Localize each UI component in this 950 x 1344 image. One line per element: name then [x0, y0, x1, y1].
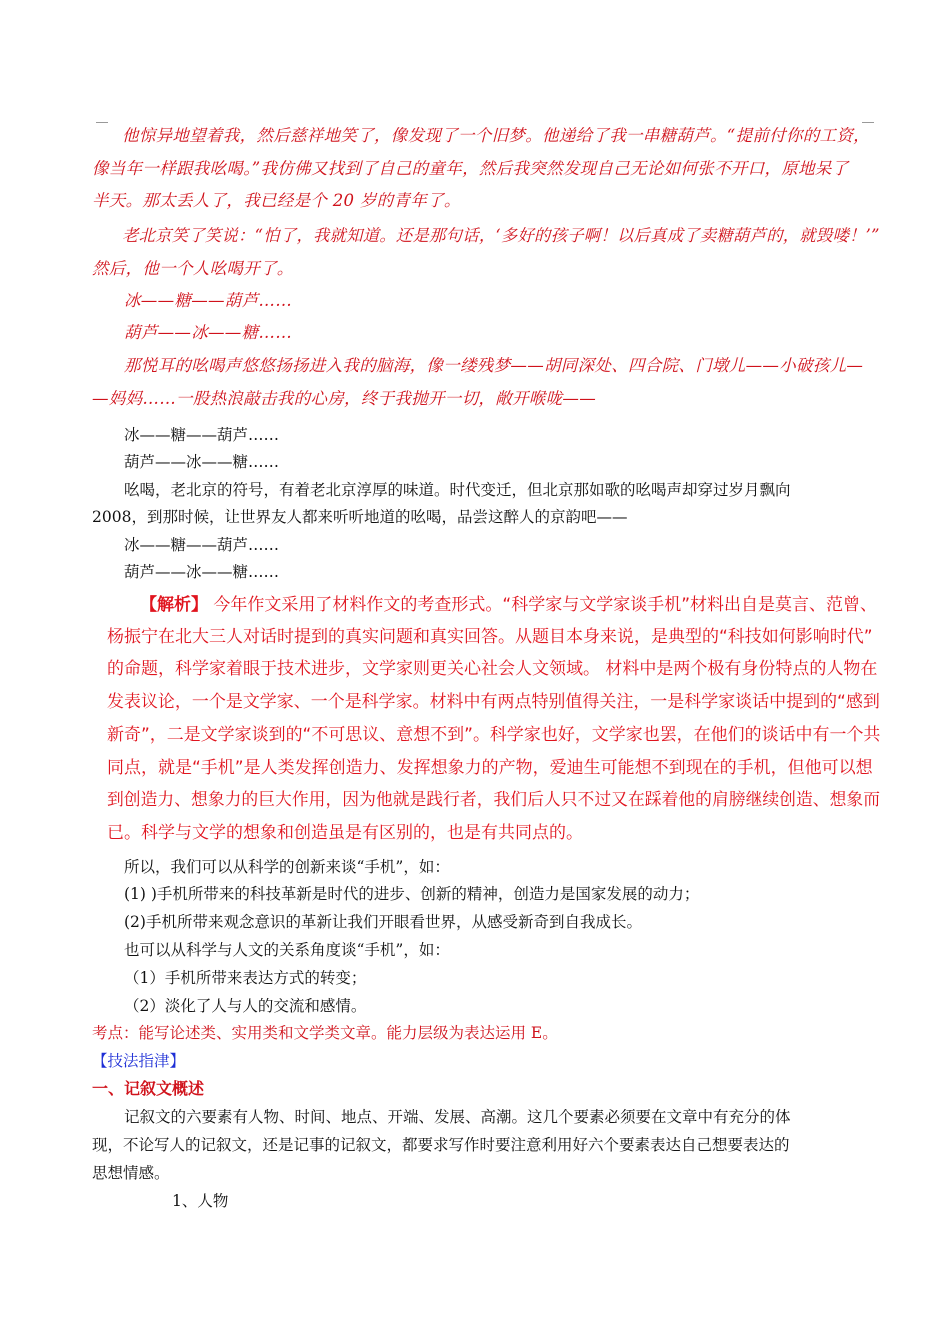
analysis-line: 已。科学与文学的想象和创造虽是有区别的，也是有共同点的。: [107, 823, 583, 843]
analysis-line: 杨振宁在北大三人对话时提到的真实问题和真实回答。从题目本身来说，是典型的“科技如何影响时代”: [107, 627, 873, 647]
analysis-line: 的命题，科学家着眼于技术进步，文学家则更关心社会人文领域。 材料中是两个极有身份特点的人物在: [107, 659, 878, 679]
analysis-line: 新奇”，二是文学家谈到的“不可思议、意想不到”。科学家也好，文学家也罢，在他们的谈话中有一个共: [107, 725, 881, 745]
analysis-point: 所以，我们可以从科学的创新来谈“手机”，如：: [124, 858, 450, 876]
analysis-point: 也可以从科学与人文的关系角度谈“手机”，如：: [124, 941, 450, 959]
essay-handwritten-line: 然后，他一个人吆喝开了。: [92, 259, 294, 278]
essay-printed-line: 吆喝，老北京的符号，有着老北京淳厚的味道。时代变迁，但北京那如歌的吆喝声却穿过岁月飘向: [124, 481, 791, 499]
body-line: 现，不论写人的记叙文，还是记事的记叙文，都要求写作时要注意利用好六个要素表达自己想要表达的: [92, 1136, 790, 1154]
essay-printed-line: 冰——糖——葫芦……: [124, 536, 280, 554]
analysis-point: (1) )手机所带来的科技革新是时代的进步、创新的精神，创造力是国家发展的动力；: [124, 885, 700, 903]
essay-handwritten-line: 冰——糖——葫芦……: [124, 291, 292, 310]
analysis-line: 同点，就是“手机”是人类发挥创造力、发挥想象力的产物，爱迪生可能想不到现在的手机，但他可以想: [107, 758, 873, 778]
jifa-heading: 【技法指津】: [92, 1052, 186, 1070]
kaodian-text: 考点：能写论述类、实用类和文学类文章。能力层级为表达运用 E。: [92, 1024, 558, 1042]
essay-handwritten-line: 葫芦——冰——糖……: [124, 323, 292, 342]
analysis-label: 【解析】: [140, 595, 208, 615]
analysis-point: （1）手机所带来表达方式的转变；: [124, 969, 367, 987]
analysis-first-text: 今年作文采用了材料作文的考查形式。“科学家与文学家谈手机”材料出自是莫言、范曾、: [208, 595, 878, 615]
essay-handwritten-line: 那悦耳的吆喝声悠悠扬扬进入我的脑海，像一缕残梦——胡同深处、四合院、门墩儿——小破孩儿—: [124, 356, 864, 375]
essay-printed-line: 冰——糖——葫芦……: [124, 426, 280, 444]
crop-mark-top-left: [96, 122, 108, 135]
body-line: 记叙文的六要素有人物、时间、地点、开端、发展、高潮。这几个要素必须要在文章中有充分的体: [124, 1108, 791, 1126]
analysis-line: 到创造力、想象力的巨大作用，因为他就是践行者，我们后人只不过又在踩着他的肩膀继续创造、想象而: [107, 790, 881, 810]
essay-handwritten-line: 半天。那太丢人了，我已经是个 20 岁的青年了。: [92, 191, 461, 210]
section-heading: 一、记叙文概述: [92, 1079, 205, 1098]
essay-printed-line: 葫芦——冰——糖……: [124, 453, 280, 471]
essay-handwritten-line: —妈妈……一股热浪敲击我的心房，终于我抛开一切，敞开喉咙——: [92, 389, 596, 408]
body-line: 思想情感。: [92, 1164, 170, 1182]
essay-printed-line: 葫芦——冰——糖……: [124, 563, 280, 581]
analysis-first-line: [140, 594, 877, 616]
essay-handwritten-line: 像当年一样跟我吆喝。”我仿佛又找到了自己的童年，然后我突然发现自己无论如何张不开口，原地呆了: [92, 159, 849, 178]
essay-printed-line: 2008，到那时候，让世界友人都来听听地道的吆喝，品尝这醉人的京韵吧——: [92, 508, 628, 526]
analysis-point: (2)手机所带来观念意识的革新让我们开眼看世界，从感受新奇到自我成长。: [124, 913, 642, 931]
essay-handwritten-line: 他惊异地望着我，然后慈祥地笑了，像发现了一个旧梦。他递给了我一串糖葫芦。“提前付你的工资，: [122, 126, 870, 145]
sub-item-heading: 1、人物: [172, 1192, 229, 1210]
analysis-line: 发表议论，一个是文学家、一个是科学家。材料中有两点特别值得关注，一是科学家谈话中提到的“感到: [107, 692, 880, 712]
analysis-point: （2）淡化了人与人的交流和感情。: [124, 997, 367, 1015]
essay-handwritten-line: 老北京笑了笑说：“怕了，我就知道。还是那句话，‘多好的孩子啊！以后真成了卖糖葫芦的，就毁喽！’”: [122, 226, 880, 245]
